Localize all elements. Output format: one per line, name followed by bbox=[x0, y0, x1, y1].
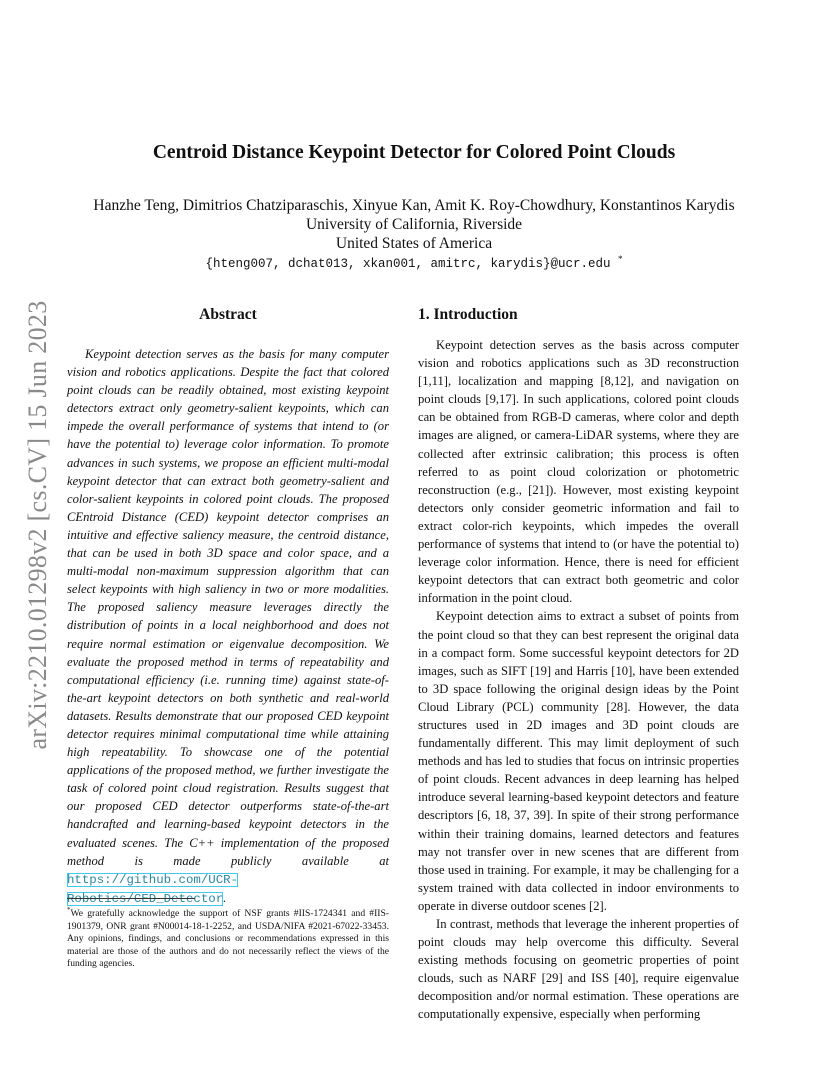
affiliation-university: University of California, Riverside bbox=[305, 216, 523, 233]
right-column bbox=[418, 306, 739, 1024]
code-repository-link[interactable]: https://github.com/UCR-Robotics/CED_Detector bbox=[67, 872, 239, 906]
author-list: Hanzhe Teng, Dimitrios Chatziparaschis, Xinyue Kan, Amit K. Roy-Chowdhury, Konstantinos Karydis bbox=[93, 197, 735, 214]
abstract-heading: Abstract bbox=[199, 306, 257, 323]
intro-paragraph-3: In contrast, methods that leverage the inherent properties of point clouds may help overcome this difficulty. Several existing methods focusing on geometric properties of point clouds, such as NARF [29] and ISS [40], require eigenvalue decomposition and/or normal estimation. These operations are computationally expensive, especially when performing bbox=[418, 917, 739, 1022]
paper-title: Centroid Distance Keypoint Detector for Colored Point Clouds bbox=[152, 142, 676, 163]
abstract-text bbox=[67, 345, 389, 908]
footnote-text: We gratefully acknowledge the support of NSF grants #IIS-1724341 and #IIS-1901379, ONR grant #N00014-18-1-2252, and USDA/NIFA #2021-67022-33453. Any opinions, findings, and conclusions or recommendations expressed in this material are those of the authors and do not necessarily reflect the views of the funding agencies. bbox=[67, 908, 389, 970]
left-column bbox=[67, 306, 389, 908]
author-block bbox=[0, 196, 828, 253]
funding-footnote bbox=[67, 904, 389, 971]
intro-paragraph-1: Keypoint detection serves as the basis across computer vision and robotics applications such as 3D reconstruction [1,11], localization and mapping [8,12], and navigation on point clouds [9,17]. In such applications, colored point clouds can be obtained from RGB-D cameras, where color and depth images are aligned, or camera-LiDAR systems, where they are collected after extrinsic calibration; this process is often referred to as point cloud colorization or photometric reconstruction (e.g., [21]). However, most existing keypoint detectors only consider geometric information and fail to extract color-rich keypoints, which impedes the overall performance of systems that intend to (or have the potential to) leverage color information. Hence, there is need for efficient keypoint detectors that can extract both geometric and color information in the point cloud. bbox=[418, 338, 739, 606]
arxiv-id: arXiv:2210.01298v2 [cs.CV] 15 Jun 2023 bbox=[23, 300, 52, 750]
abstract-end: . bbox=[223, 890, 227, 905]
intro-paragraph-2: Keypoint detection aims to extract a subset of points from the point cloud so that they can best represent the original data in a compact form. Some successful keypoint detectors for 2D images, such as SIFT [19] and Harris [10], have been extended to 3D space following the original design ideas by the Point Cloud Library (PCL) community [28]. However, the data structures used in 2D images and 3D point clouds are fundamentally different. This may limit deployment of such methods and has led to studies that focus on intrinsic properties of point clouds. Recent advances in deep learning has helped introduce several learning-based keypoint detectors and feature descriptors [6, 18, 37, 39]. In spite of their strong performance within their training domains, learned detectors and features may not transfer over in new scenes that are different from those used in training. For example, it may be challenging for a system trained with data collected in indoor environments to operate in diverse outdoor scenes [2]. bbox=[418, 609, 739, 913]
author-emails bbox=[0, 254, 828, 271]
email-list: {hteng007, dchat013, xkan001, amitrc, karydis}@ucr.edu bbox=[205, 257, 611, 272]
arxiv-identifier-stamp bbox=[20, 290, 56, 760]
affiliation-country: United States of America bbox=[335, 235, 493, 252]
introduction-heading: 1. Introduction bbox=[418, 306, 518, 323]
abstract-body: Keypoint detection serves as the basis for many computer vision and robotics applications. Despite the fact that colored point clouds can be readily obtained, most existing keypoint detectors extract only geometry-salient keypoints, which can impede the overall performance of systems that intend to (or have the potential to) leverage color information. To promote advances in such systems, we propose an efficient multi-modal keypoint detector that can extract both geometry-salient and color-salient keypoints in colored point clouds. The proposed CEntroid Distance (CED) keypoint detector comprises an intuitive and effective saliency measure, the centroid distance, that can be used in both 3D space and color space, and a multi-modal non-maximum suppression algorithm that can select keypoints with high saliency in two or more modalities. The proposed saliency measure leverages directly the distribution of points in a local neighborhood and does not require normal estimation or eigenvalue decomposition. We evaluate the proposed method in terms of repeatability and computational efficiency (i.e. running time) against state-of-the-art keypoint detectors on both synthetic and real-world datasets. Results demonstrate that our proposed CED keypoint detector requires minimal computational time while attaining high repeatability. To showcase one of the potential applications of the proposed method, we further investigate the task of colored point cloud registration. Results suggest that our proposed CED detector outperforms state-of-the-art handcrafted and learning-based keypoint detectors in the evaluated scenes. The C++ implementation of the proposed method is made publicly available at bbox=[67, 347, 389, 868]
footnote-symbol: * bbox=[67, 906, 71, 914]
footnote-mark: * bbox=[618, 254, 623, 264]
footnote-divider bbox=[67, 898, 195, 899]
